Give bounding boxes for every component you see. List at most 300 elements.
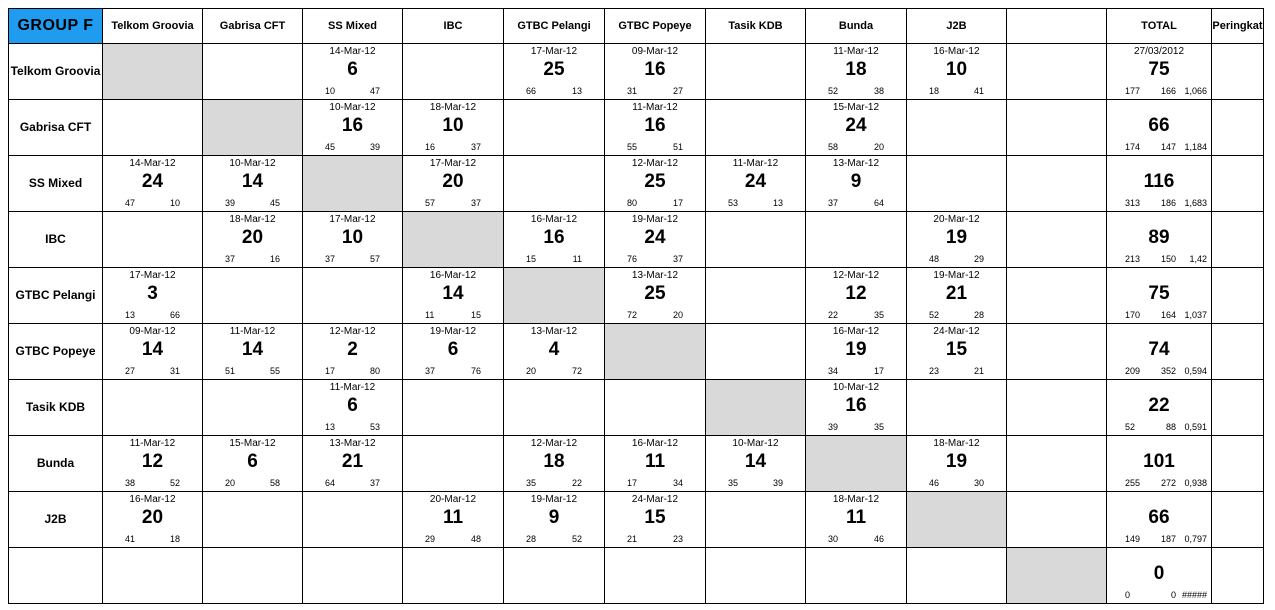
points-against: 31 [169,366,180,376]
points-against: 16 [269,254,280,264]
row-header-bunda: Bunda [9,436,103,492]
rank-cell [1212,492,1264,548]
points-for: 39 [828,422,839,432]
match-date: 12-Mar-12 [832,270,880,281]
match-cell [706,548,806,604]
match-cell [907,212,1007,268]
match-date: 19-Mar-12 [429,326,477,337]
rank-cell [1212,44,1264,100]
match-cell [605,268,706,324]
match-cell [403,44,504,100]
match-cell [907,100,1007,156]
column-header-ss-mixed: SS Mixed [303,9,403,44]
match-cell [303,44,403,100]
match-cell [806,212,907,268]
total-cell [1107,268,1212,324]
points-for: 37 [828,198,839,208]
total-ratio: 0,594 [1184,366,1207,376]
match-cell [605,100,706,156]
points-against: 64 [873,198,884,208]
match-date: 19-Mar-12 [933,270,980,281]
match-date: 16-Mar-12 [530,214,578,225]
match-cell [1007,492,1107,548]
total-ratio: ##### [1181,590,1207,600]
points-against: 17 [873,366,884,376]
match-date: 14-Mar-12 [129,158,176,169]
match-cell [504,156,605,212]
points-for: 52 [828,86,839,96]
match-points: 14 [241,171,264,192]
table-row [9,100,1264,156]
total-points: 101 [1143,451,1175,472]
row-header-gtbc-popeye: GTBC Popeye [9,324,103,380]
total-ratio: 1,42 [1189,254,1207,264]
points-for: 22 [828,310,839,320]
total-points: 0 [1153,563,1165,584]
match-cell [605,436,706,492]
row-header-gtbc-pelangi: GTBC Pelangi [9,268,103,324]
match-cell [303,548,403,604]
match-cell [706,436,806,492]
match-date: 13-Mar-12 [530,326,578,337]
total-cell [1107,44,1212,100]
points-against: 55 [269,366,280,376]
diagonal-cell [203,100,303,156]
header-row [9,9,1264,44]
match-cell [403,492,504,548]
match-cell [605,44,706,100]
rank-cell [1212,212,1264,268]
match-date: 16-Mar-12 [933,46,980,57]
match-date: 10-Mar-12 [832,382,880,393]
total-points: 75 [1148,283,1170,304]
points-for: 21 [627,534,638,544]
match-date: 19-Mar-12 [530,494,578,505]
points-for: 35 [526,478,537,488]
diagonal-cell [605,324,706,380]
match-cell [303,436,403,492]
total-against: 164 [1160,310,1176,320]
total-cell [1107,324,1212,380]
match-date: 10-Mar-12 [732,438,779,449]
match-points: 15 [945,339,968,360]
total-points: 74 [1148,339,1170,360]
points-against: 52 [571,534,582,544]
match-cell [303,324,403,380]
match-cell [706,492,806,548]
diagonal-cell [706,380,806,436]
points-against: 34 [672,478,683,488]
column-header-telkom-groovia: Telkom Groovia [103,9,203,44]
total-cell [1107,436,1212,492]
total-against: 272 [1160,478,1176,488]
match-points: 12 [845,283,867,304]
points-for: 17 [627,478,638,488]
match-cell [403,268,504,324]
match-cell [706,100,806,156]
total-ratio: 0,591 [1184,422,1207,432]
points-for: 39 [225,198,236,208]
match-points: 15 [644,507,666,528]
points-against: 37 [470,198,481,208]
points-for: 13 [325,422,336,432]
points-against: 13 [772,198,783,208]
points-for: 41 [125,534,136,544]
total-against: 187 [1160,534,1176,544]
match-cell [203,156,303,212]
points-for: 37 [225,254,236,264]
table-row [9,492,1264,548]
total-ratio: 0,797 [1184,534,1207,544]
total-points: 89 [1148,227,1170,248]
match-points: 14 [241,339,264,360]
column-header-gabrisa-cft: Gabrisa CFT [203,9,303,44]
match-date: 12-Mar-12 [530,438,578,449]
points-for: 76 [627,254,638,264]
match-cell [907,44,1007,100]
points-for: 51 [225,366,236,376]
total-against: 88 [1165,422,1176,432]
points-for: 66 [526,86,537,96]
match-points: 14 [141,339,164,360]
match-cell [806,380,907,436]
rank-cell [1212,324,1264,380]
table-row [9,436,1264,492]
match-date: 18-Mar-12 [429,102,477,113]
match-points: 18 [543,451,565,472]
match-cell [504,212,605,268]
points-against: 28 [973,310,984,320]
standings-table [8,8,1264,604]
match-date: 12-Mar-12 [631,158,679,169]
points-against: 21 [973,366,984,376]
match-points: 16 [644,59,666,80]
match-points: 6 [347,395,358,416]
match-points: 16 [543,227,565,248]
total-cell [1107,548,1212,604]
match-points: 25 [543,59,565,80]
points-against: 20 [672,310,683,320]
total-cell [1107,212,1212,268]
match-cell [303,212,403,268]
match-date: 13-Mar-12 [631,270,679,281]
match-points: 14 [442,283,464,304]
match-cell [706,324,806,380]
match-cell [203,44,303,100]
total-for: 0 [1125,590,1131,600]
match-points: 11 [644,451,666,472]
points-for: 34 [828,366,839,376]
total-for: 255 [1125,478,1141,488]
points-against: 13 [571,86,582,96]
match-date: 11-Mar-12 [229,326,276,337]
points-for: 38 [125,478,136,488]
points-against: 66 [169,310,180,320]
match-cell [907,324,1007,380]
column-header-j2b: J2B [907,9,1007,44]
points-for: 37 [325,254,336,264]
match-points: 11 [845,507,867,528]
match-cell [504,548,605,604]
points-for: 37 [425,366,436,376]
points-for: 15 [526,254,537,264]
match-date: 10-Mar-12 [229,158,276,169]
points-for: 64 [325,478,336,488]
match-cell [1007,436,1107,492]
match-points: 19 [845,339,867,360]
points-against: 48 [470,534,481,544]
match-cell [605,212,706,268]
match-points: 12 [141,451,164,472]
match-date: 19-Mar-12 [631,214,679,225]
points-for: 55 [627,142,638,152]
points-against: 37 [470,142,481,152]
match-points: 10 [945,59,968,80]
match-cell [403,100,504,156]
match-cell [806,324,907,380]
match-cell [203,548,303,604]
match-cell [907,380,1007,436]
match-date: 11-Mar-12 [329,382,376,393]
match-points: 9 [548,507,560,528]
points-for: 58 [828,142,839,152]
match-points: 2 [347,339,358,360]
match-cell [605,548,706,604]
total-points: 116 [1143,171,1175,192]
match-cell [706,44,806,100]
total-cell [1107,156,1212,212]
match-date: 09-Mar-12 [631,46,679,57]
total-against: 147 [1160,142,1176,152]
match-date: 15-Mar-12 [832,102,880,113]
total-date: 27/03/2012 [1133,46,1185,57]
match-date: 17-Mar-12 [530,46,578,57]
diagonal-cell [907,492,1007,548]
match-points: 18 [845,59,867,80]
points-against: 45 [269,198,280,208]
match-cell [303,268,403,324]
match-cell [1007,212,1107,268]
match-date: 13-Mar-12 [832,158,880,169]
points-against: 80 [369,366,380,376]
match-cell [203,324,303,380]
match-date: 16-Mar-12 [129,494,176,505]
table-row [9,212,1264,268]
match-cell [303,380,403,436]
points-against: 30 [973,478,984,488]
match-cell [303,100,403,156]
match-date: 16-Mar-12 [429,270,477,281]
match-points: 6 [347,59,358,80]
rank-cell [1212,548,1264,604]
match-date: 18-Mar-12 [229,214,276,225]
match-cell [1007,156,1107,212]
match-cell [403,380,504,436]
points-for: 20 [526,366,537,376]
row-header-ibc: IBC [9,212,103,268]
points-against: 15 [470,310,481,320]
match-points: 20 [141,507,164,528]
points-for: 29 [425,534,436,544]
match-date: 09-Mar-12 [129,326,176,337]
match-cell [403,324,504,380]
points-for: 20 [225,478,236,488]
column-header-gtbc-pelangi: GTBC Pelangi [504,9,605,44]
points-against: 39 [369,142,380,152]
match-cell [103,156,203,212]
points-for: 72 [627,310,638,320]
match-cell [103,492,203,548]
column-header-gtbc-popeye: GTBC Popeye [605,9,706,44]
row-header-tasik-kdb: Tasik KDB [9,380,103,436]
total-for: 213 [1125,254,1141,264]
match-points: 16 [845,395,867,416]
match-date: 18-Mar-12 [933,438,980,449]
points-against: 11 [572,254,582,264]
match-cell [504,44,605,100]
match-date: 11-Mar-12 [732,158,779,169]
rank-cell [1212,100,1264,156]
points-for: 18 [929,86,940,96]
points-against: 57 [369,254,380,264]
total-for: 149 [1125,534,1141,544]
match-cell [806,548,907,604]
points-against: 39 [772,478,783,488]
total-for: 177 [1125,86,1141,96]
match-points: 6 [247,451,258,472]
match-date: 11-Mar-12 [632,102,678,113]
total-ratio: 1,066 [1184,86,1207,96]
match-cell [806,492,907,548]
match-cell [1007,100,1107,156]
points-against: 23 [672,534,683,544]
match-date: 17-Mar-12 [129,270,176,281]
match-cell [203,268,303,324]
match-cell [103,548,203,604]
rank-cell [1212,268,1264,324]
match-points: 4 [548,339,560,360]
match-points: 11 [442,507,464,528]
points-against: 41 [973,86,984,96]
total-for: 313 [1125,198,1141,208]
match-cell [605,380,706,436]
match-cell [1007,44,1107,100]
match-points: 3 [147,283,158,304]
match-cell [403,548,504,604]
match-points: 24 [845,115,867,136]
match-date: 17-Mar-12 [429,158,477,169]
total-ratio: 1,184 [1184,142,1207,152]
points-for: 27 [125,366,136,376]
match-points: 16 [341,115,364,136]
match-date: 18-Mar-12 [832,494,880,505]
total-for: 174 [1125,142,1141,152]
diagonal-cell [103,44,203,100]
column-header-bunda: Bunda [806,9,907,44]
column-header-tasik-kdb: Tasik KDB [706,9,806,44]
match-points: 20 [442,171,464,192]
match-cell [403,436,504,492]
match-cell [203,380,303,436]
match-cell [103,268,203,324]
match-points: 10 [341,227,364,248]
points-against: 51 [672,142,683,152]
points-against: 47 [369,86,380,96]
match-date: 11-Mar-12 [129,438,176,449]
points-against: 37 [672,254,683,264]
match-cell [103,100,203,156]
points-for: 47 [125,198,136,208]
match-cell [907,436,1007,492]
match-cell [605,492,706,548]
diagonal-cell [806,436,907,492]
points-against: 10 [169,198,180,208]
match-points: 24 [644,227,666,248]
match-cell [504,436,605,492]
points-against: 18 [169,534,180,544]
match-date: 13-Mar-12 [329,438,376,449]
total-header: TOTAL [1107,9,1212,44]
points-against: 35 [873,310,884,320]
table-row [9,324,1264,380]
match-date: 20-Mar-12 [933,214,980,225]
total-against: 166 [1160,86,1176,96]
match-cell [806,44,907,100]
match-date: 24-Mar-12 [933,326,980,337]
points-for: 52 [929,310,940,320]
table-row [9,44,1264,100]
points-against: 76 [470,366,481,376]
total-ratio: 1,683 [1184,198,1207,208]
match-points: 21 [945,283,968,304]
group-label: GROUP F [9,9,103,44]
points-against: 20 [873,142,884,152]
points-for: 28 [526,534,537,544]
match-cell [907,156,1007,212]
points-for: 53 [728,198,739,208]
total-points: 66 [1148,115,1170,136]
total-cell [1107,380,1212,436]
diagonal-cell [403,212,504,268]
points-against: 72 [571,366,582,376]
points-for: 35 [728,478,739,488]
match-points: 10 [442,115,464,136]
points-against: 38 [873,86,884,96]
points-against: 46 [873,534,884,544]
match-cell [706,268,806,324]
table-row [9,548,1264,604]
total-for: 170 [1125,310,1141,320]
points-against: 35 [873,422,884,432]
total-points: 66 [1148,507,1170,528]
match-points: 21 [341,451,364,472]
match-cell [103,324,203,380]
column-header-blank-9 [1007,9,1107,44]
total-ratio: 0,938 [1184,478,1207,488]
match-date: 15-Mar-12 [229,438,276,449]
points-for: 80 [627,198,638,208]
match-cell [1007,324,1107,380]
match-cell [403,156,504,212]
points-against: 17 [672,198,683,208]
match-points: 6 [447,339,459,360]
rank-cell [1212,156,1264,212]
match-cell [605,156,706,212]
match-points: 25 [644,171,666,192]
total-ratio: 1,037 [1184,310,1207,320]
match-points: 9 [850,171,862,192]
points-for: 48 [929,254,940,264]
